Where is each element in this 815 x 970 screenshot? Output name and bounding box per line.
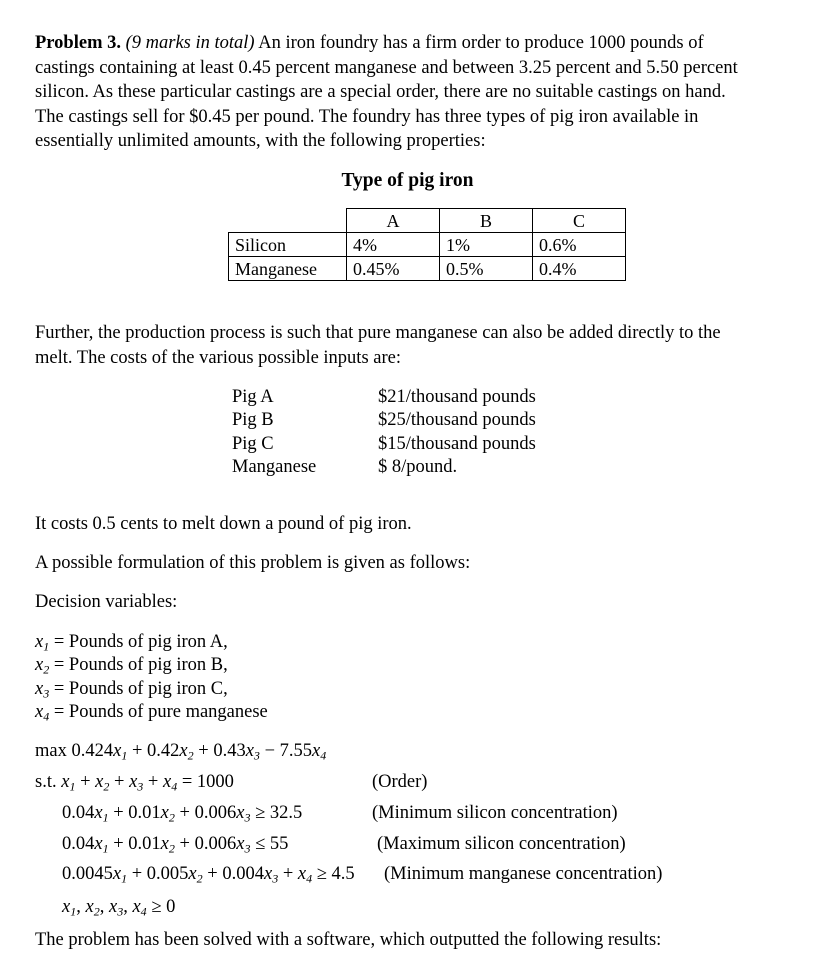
cost-value: $15/thousand pounds <box>378 433 536 454</box>
variable-symbol: $x_2$ <box>35 655 50 677</box>
row-label-manganese: Manganese <box>229 257 347 281</box>
variable-definition <box>35 678 268 701</box>
constraint-note: (Minimum manganese concentration) <box>384 864 663 884</box>
pig-iron-table <box>228 208 626 281</box>
cost-name: Pig B <box>232 410 274 431</box>
table-header-row <box>229 209 626 233</box>
objective-function: $\max 0.424x_1 + 0.42x_2 + 0.43x_3 - 7.55x_4$ <box>35 741 327 763</box>
variables-list <box>35 631 268 724</box>
table-cell: 0.5% <box>440 257 533 281</box>
row-label-silicon: Silicon <box>229 233 347 257</box>
table-row <box>229 233 626 257</box>
table-cell: 1% <box>440 233 533 257</box>
cost-names <box>232 386 316 479</box>
table-cell: 0.6% <box>533 233 626 257</box>
variable-description: = Pounds of pig iron C, <box>49 678 228 699</box>
nonnegativity-constraint: $x_1$, $x_2$, $x_3$, $x_4 \ge 0$ <box>62 897 176 919</box>
problem-heading: Problem 3. <box>35 33 121 53</box>
problem-line: silicon. As these particular castings are a special order, there are no suitable castings on hand. <box>35 82 726 103</box>
further-line: melt. The costs of the various possible inputs are: <box>35 347 401 368</box>
table-cell: 0.4% <box>533 257 626 281</box>
problem-line: The castings sell for $0.45 per pound. The foundry has three types of pig iron available in <box>35 106 699 127</box>
constraint-expression: $0.04x_1 + 0.01x_2 + 0.006x_3 \le 55$ <box>62 834 289 856</box>
variable-symbol: $x_1$ <box>35 632 50 654</box>
column-header-b: B <box>440 209 533 233</box>
variable-description: = Pounds of pig iron A, <box>49 632 228 652</box>
constraint-note: (Minimum silicon concentration) <box>372 803 618 823</box>
variable-symbol: $x_3$ <box>35 678 50 701</box>
cost-values <box>378 386 536 479</box>
constraint-note: (Maximum silicon concentration) <box>377 834 626 854</box>
variable-symbol: $x_4$ <box>35 701 50 724</box>
further-paragraph <box>35 321 805 370</box>
cost-value: $21/thousand pounds <box>378 387 536 407</box>
constraint-expression: $0.0045x_1 + 0.005x_2 + 0.004x_3 + x_4 \ge 4.5$ <box>62 864 355 886</box>
variable-definition <box>35 701 268 724</box>
cost-value: $25/thousand pounds <box>378 410 536 431</box>
constraint-expression: $0.04x_1 + 0.01x_2 + 0.006x_3 \ge 32.5$ <box>62 803 303 825</box>
problem-statement <box>35 31 805 154</box>
decision-variables-heading: Decision variables: <box>35 592 178 612</box>
variable-description: = Pounds of pure manganese <box>49 701 268 722</box>
table-row <box>229 257 626 281</box>
formulation-intro: A possible formulation of this problem is given as follows: <box>35 553 471 573</box>
table-cell: 4% <box>347 233 440 257</box>
cost-name: Pig A <box>232 387 274 407</box>
problem-line: essentially unlimited amounts, with the following properties: <box>35 131 486 152</box>
constraint-expression: s.t. $x_1 + x_2 + x_3 + x_4 = 1000$ <box>35 772 234 794</box>
column-header-c: C <box>533 209 626 233</box>
problem-line: An iron foundry has a firm order to produce 1000 pounds of <box>258 33 704 53</box>
variable-definition <box>35 631 268 654</box>
pig-table-title: Type of pig iron <box>341 170 474 191</box>
further-line: Further, the production process is such that pure manganese can also be added directly to the <box>35 323 721 343</box>
melt-cost-text: It costs 0.5 cents to melt down a pound of pig iron. <box>35 514 412 534</box>
cost-name: Pig C <box>232 433 274 454</box>
problem-line: castings containing at least 0.45 percent manganese and between 3.25 percent and 5.50 percent <box>35 57 738 78</box>
table-cell: 0.45% <box>347 257 440 281</box>
problem-first-line <box>35 31 805 56</box>
closing-text: The problem has been solved with a software, which outputted the following results: <box>35 930 662 950</box>
constraint-note: (Order) <box>372 772 428 792</box>
cost-value: $ 8/pound. <box>378 456 458 477</box>
table-corner-cell <box>229 209 347 233</box>
variable-description: = Pounds of pig iron B, <box>49 655 228 676</box>
cost-name: Manganese <box>232 456 317 477</box>
problem-marks: (9 marks in total) <box>125 33 255 53</box>
column-header-a: A <box>347 209 440 233</box>
variable-definition <box>35 654 268 677</box>
